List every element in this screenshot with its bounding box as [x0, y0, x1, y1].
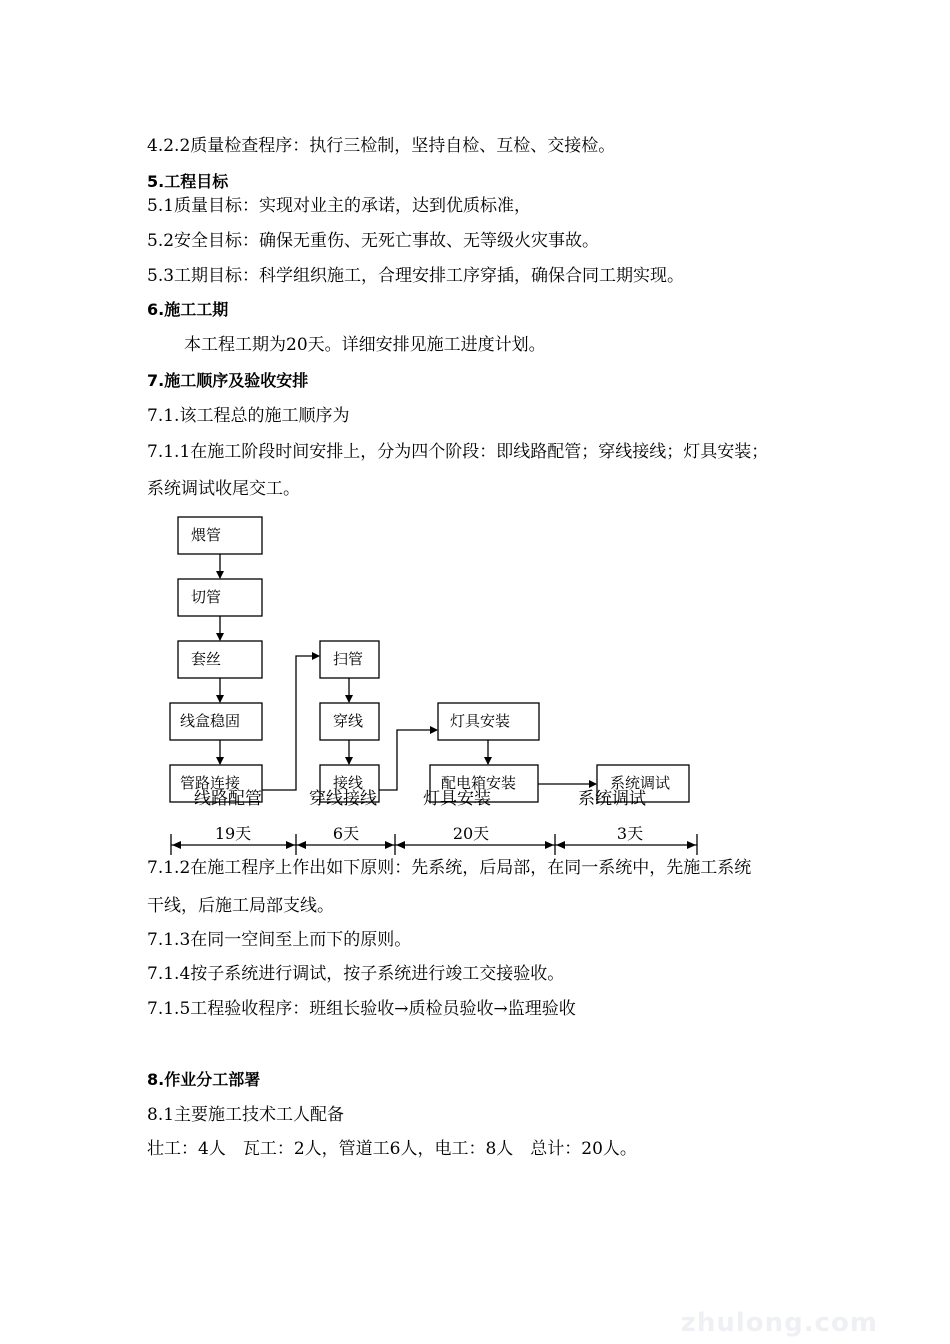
heading-5: 5.工程目标: [147, 172, 229, 191]
timeline-arrowhead: [687, 841, 696, 849]
duration-timeline: [171, 824, 697, 855]
duration-label: 6天: [332, 824, 360, 843]
flow-box-wire-pulling: [320, 703, 379, 740]
para-7-1-2-line1: 7.1.2在施工程序上作出如下原则：先系统，后局部，在同一系统中，先施工系统: [147, 858, 752, 878]
para-7-1-5: 7.1.5工程验收程序：班组长验收→质检员验收→监理验收: [147, 999, 576, 1019]
para-4-2-2: 4.2.2质量检查程序：执行三检制，坚持自检、互检、交接检。: [147, 136, 616, 156]
flow-box-pipe-sweeping: [320, 641, 379, 678]
heading-7: 7.施工顺序及验收安排: [147, 371, 309, 390]
flow-box-label: 扫管: [333, 650, 364, 668]
para-8-2: 壮工：4人 瓦工：2人，管道工6人，电工：8人 总计：20人。: [147, 1139, 637, 1159]
para-7-1: 7.1.该工程总的施工顺序为: [147, 406, 350, 426]
para-7-1-3: 7.1.3在同一空间至上而下的原则。: [147, 930, 412, 950]
timeline-arrowhead: [297, 841, 306, 849]
flow-box-label: 系统调试: [610, 774, 671, 792]
para-5-3: 5.3工期目标：科学组织施工，合理安排工序穿插，确保合同工期实现。: [147, 266, 685, 286]
heading-6: 6.施工工期: [147, 300, 229, 319]
timeline-arrowhead: [172, 841, 181, 849]
flow-box-label: 接线: [333, 774, 364, 792]
flow-box-label: 切管: [191, 588, 222, 606]
phase-label-debugging: 系统调试: [578, 789, 646, 809]
flow-box-label: 管路连接: [180, 774, 241, 792]
flow-box-label: 煨管: [191, 526, 222, 544]
timeline-arrowhead: [556, 841, 565, 849]
flow-box-label: 穿线: [333, 712, 364, 730]
phase-label-wiring: 穿线接线: [309, 789, 377, 809]
flow-arrow: [262, 656, 319, 790]
flow-box-threading: [178, 641, 262, 678]
timeline-arrowhead: [545, 841, 554, 849]
para-6: 本工程工期为20天。详细安排见施工进度计划。: [184, 335, 546, 355]
duration-label: 20天: [452, 824, 490, 843]
duration-label: 19天: [214, 824, 252, 843]
flow-box-label: 套丝: [191, 650, 222, 668]
watermark-logo: zhulong.com: [680, 1308, 878, 1338]
phase-label-lamps: 灯具安装: [423, 789, 491, 809]
timeline-arrowhead: [396, 841, 405, 849]
heading-8: 8.作业分工部署: [147, 1070, 261, 1089]
para-7-1-4: 7.1.4按子系统进行调试，按子系统进行竣工交接验收。: [147, 964, 565, 984]
para-5-2: 5.2安全目标：确保无重伤、无死亡事故、无等级火灾事故。: [147, 231, 600, 251]
timeline-arrowhead: [385, 841, 394, 849]
flow-box-cutting: [178, 579, 262, 616]
flow-box-label: 线盒稳固: [180, 712, 241, 730]
flow-box-label: 灯具安装: [450, 712, 511, 730]
flow-arrow: [379, 730, 437, 790]
flow-box-box-fixing: [170, 703, 262, 740]
para-7-1-1-line1: 7.1.1在施工阶段时间安排上，分为四个阶段：即线路配管；穿线接线；灯具安装；: [147, 442, 769, 462]
timeline-arrowhead: [286, 841, 295, 849]
para-8-1: 8.1主要施工技术工人配备: [147, 1105, 345, 1125]
duration-label: 3天: [616, 824, 644, 843]
phase-label-piping: 线路配管: [194, 789, 262, 809]
flow-box-bending: [178, 517, 262, 554]
para-5-1: 5.1质量目标：实现对业主的承诺，达到优质标准，: [147, 196, 532, 216]
flow-box-lamp-installation: [438, 703, 539, 740]
para-7-1-1-line2: 系统调试收尾交工。: [147, 479, 300, 499]
flow-box-label: 配电箱安装: [441, 774, 517, 792]
para-7-1-2-line2: 干线，后施工局部支线。: [147, 896, 334, 916]
